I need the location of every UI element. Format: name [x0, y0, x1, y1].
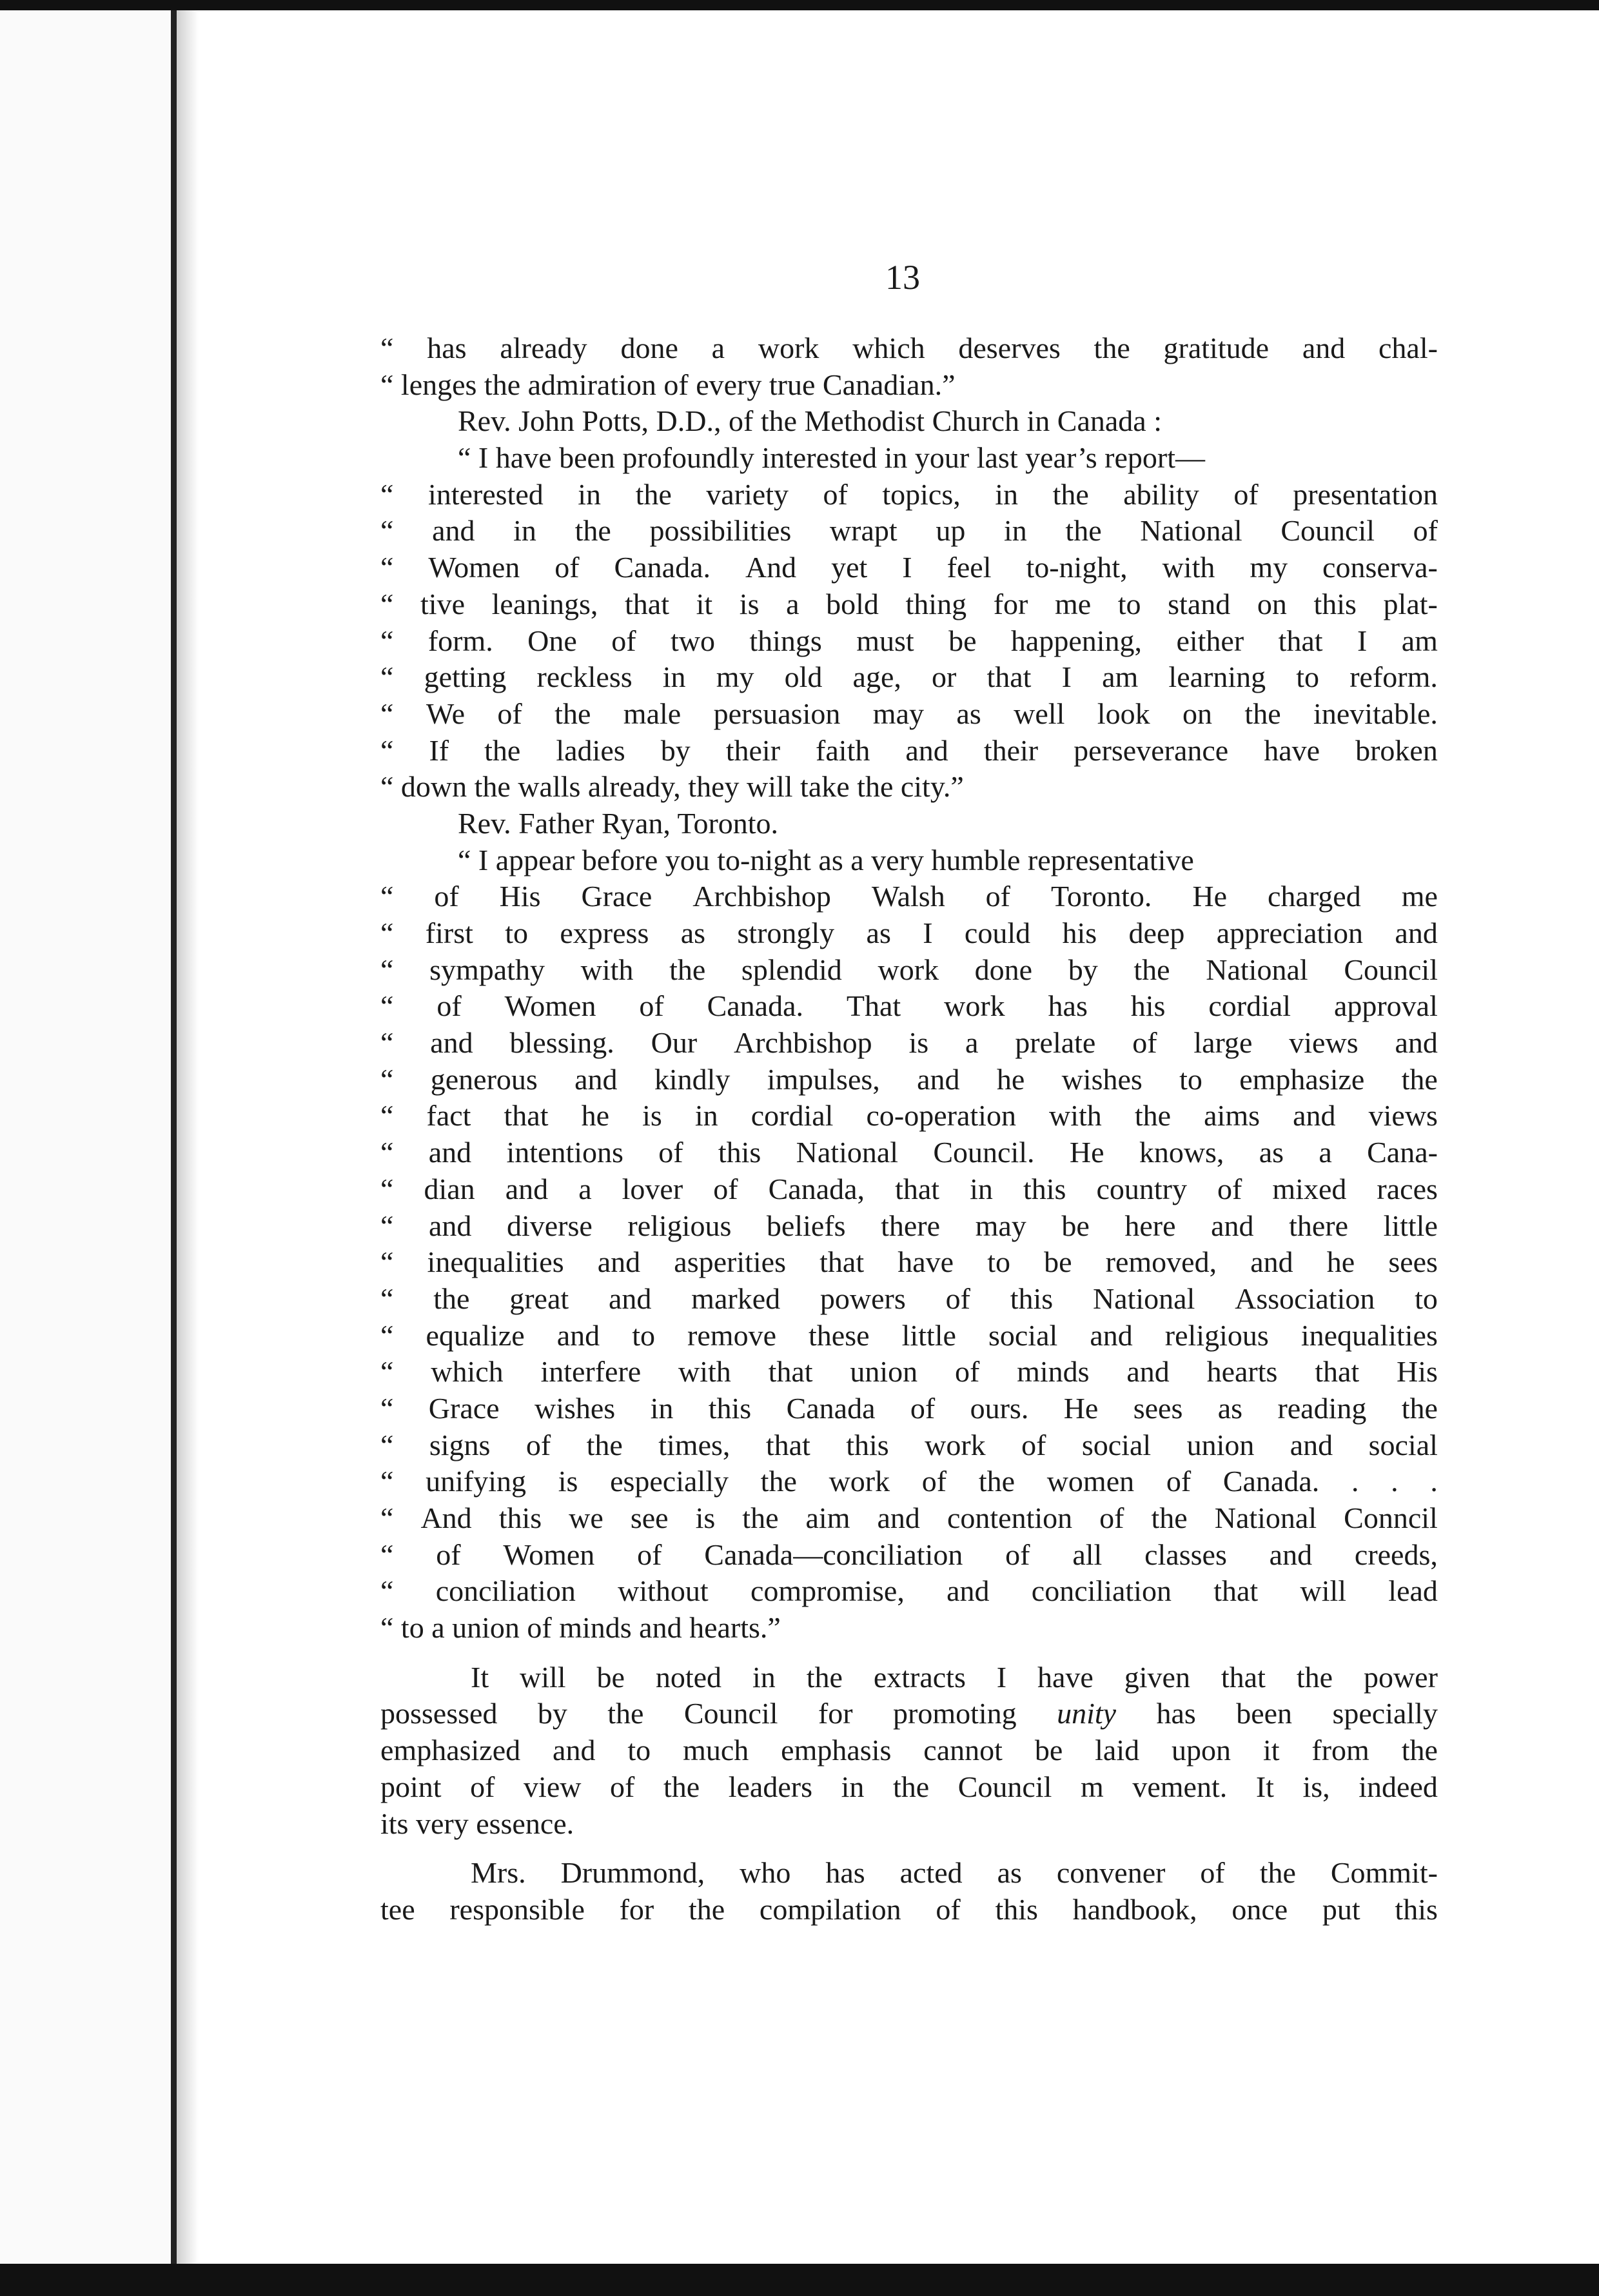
text-line: “ lenges the admiration of every true Canadian.”: [380, 368, 956, 401]
text-line: “ dian and a lover of Canada, that in this country of mixed races: [380, 1172, 1438, 1205]
text-line: “ conciliation without compromise, and conciliation that will lead: [380, 1574, 1438, 1608]
text-line: possessed by the Council for promoting unity has been specially: [380, 1697, 1438, 1730]
text-line: “ of Women of Canada—conciliation of all classes and creeds,: [380, 1538, 1438, 1571]
text-line: “ has already done a work which deserves the gratitude and chal-: [380, 332, 1438, 364]
text-line: “ of Women of Canada. That work has his cordial approval: [380, 989, 1438, 1023]
text-line: “ I appear before you to-night as a very humble representative: [458, 843, 1194, 876]
text-line: Rev. Father Ryan, Toronto.: [458, 806, 779, 840]
text-line: “ interested in the variety of topics, in the ability of presentation: [380, 477, 1438, 511]
text-line: “ of His Grace Archbishop Walsh of Toronto. He charged me: [380, 880, 1438, 913]
text-line: “ and intentions of this National Council. He knows, as a Cana-: [380, 1136, 1438, 1169]
text-line: “ which interfere with that union of minds and hearts that His: [380, 1355, 1438, 1389]
spine-shadow: [177, 10, 199, 2264]
text-line: “ If the ladies by their faith and their perseverance have broken: [380, 733, 1438, 767]
text-line: “ Women of Canada. And yet I feel to-night, with my conserva-: [380, 551, 1438, 584]
text-line: “ equalize and to remove these little social and religious inequalities: [380, 1318, 1438, 1352]
text-line: “ and blessing. Our Archbishop is a prelate of large views and: [380, 1026, 1438, 1060]
text-line: “ We of the male persuasion may as well look on the inevitable.: [380, 697, 1438, 730]
text-line: “ tive leanings, that it is a bold thing for me to stand on this plat-: [380, 587, 1438, 620]
text-line: Mrs. Drummond, who has acted as convener of the Commit-: [471, 1856, 1438, 1890]
text-line: “ and in the possibilities wrapt up in the National Council of: [380, 514, 1438, 548]
text-line: It will be noted in the extracts I have given that the power: [471, 1660, 1438, 1694]
scan-top-edge: [0, 0, 1599, 10]
text-line: “ form. One of two things must be happening, either that I am: [380, 624, 1438, 657]
body-text: [380, 330, 1438, 1928]
text-line: point of view of the leaders in the Council m vement. It is, indeed: [380, 1770, 1438, 1803]
text-line: “ inequalities and asperities that have to be removed, and he sees: [380, 1245, 1438, 1279]
text-line: “ down the walls already, they will take the city.”: [380, 770, 964, 804]
book-spine: [171, 10, 177, 2264]
text-line: “ first to express as strongly as I could his deep appreciation and: [380, 916, 1438, 949]
paragraph-gap: [380, 1842, 1438, 1855]
text-line: Rev. John Potts, D.D., of the Methodist Church in Canada :: [458, 404, 1162, 438]
scan-bottom-edge: [0, 2264, 1599, 2296]
text-line: “ And this we see is the aim and contention of the National Conncil: [380, 1501, 1438, 1534]
facing-page-margin: [0, 10, 171, 2264]
text-line: “ I have been profoundly interested in your last year’s report—: [458, 441, 1205, 475]
text-line: emphasized and to much emphasis cannot be laid upon it from the: [380, 1734, 1438, 1767]
text-line: “ Grace wishes in this Canada of ours. He sees as reading the: [380, 1391, 1438, 1425]
text-line: tee responsible for the compilation of this handbook, once put this: [380, 1892, 1438, 1926]
text-line: “ generous and kindly impulses, and he wishes to emphasize the: [380, 1062, 1438, 1096]
text-line: its very essence.: [380, 1806, 574, 1840]
text-line: “ getting reckless in my old age, or that I am learning to reform.: [380, 660, 1438, 694]
text-line: “ signs of the times, that this work of social union and social: [380, 1428, 1438, 1461]
paragraph-gap: [380, 1647, 1438, 1659]
text-line: “ unifying is especially the work of the women of Canada. . . .: [380, 1465, 1438, 1498]
text-line: “ and diverse religious beliefs there may be here and there little: [380, 1209, 1438, 1242]
text-line: “ the great and marked powers of this National Association to: [380, 1282, 1438, 1315]
text-line: “ fact that he is in cordial co-operation with the aims and views: [380, 1099, 1438, 1133]
text-line: “ sympathy with the splendid work done by the National Council: [380, 953, 1438, 986]
text-line: “ to a union of minds and hearts.”: [380, 1611, 781, 1645]
page-number: 13: [885, 258, 920, 297]
